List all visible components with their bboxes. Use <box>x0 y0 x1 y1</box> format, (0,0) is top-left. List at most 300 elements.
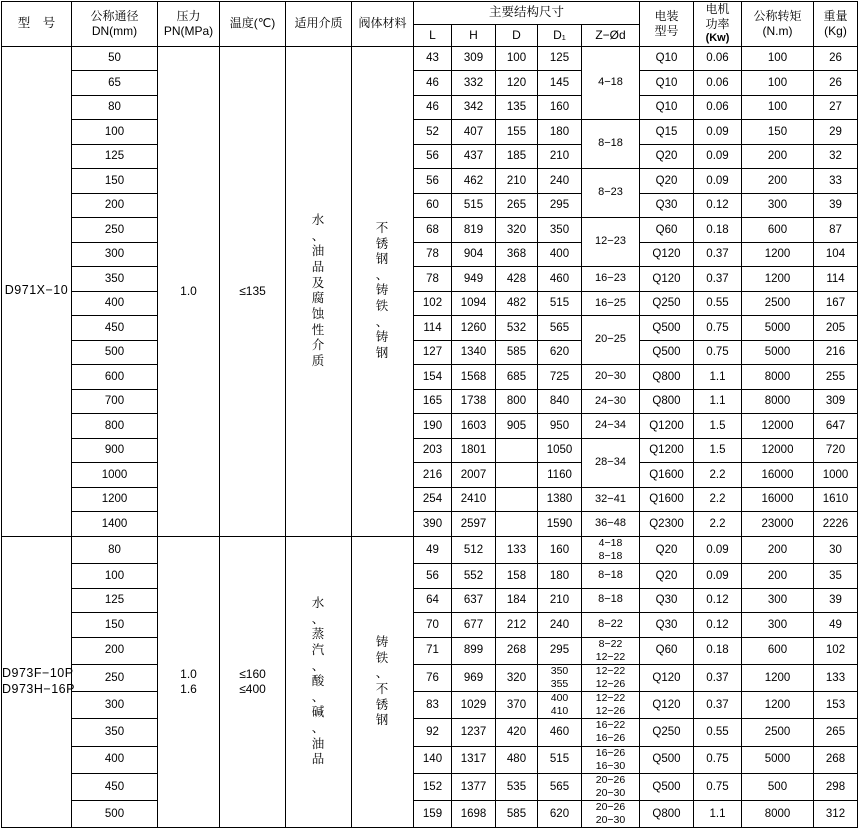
cell-dim-H: 515 <box>452 193 496 218</box>
cell-dim-H: 342 <box>452 95 496 120</box>
cell-nominal-torque: 8000 <box>742 389 814 414</box>
cell-nominal-diameter: 450 <box>72 773 158 800</box>
body-material-char: 铁 <box>375 650 390 665</box>
dim-Zd-line: 12−26 <box>595 705 626 718</box>
header-power-line1: 电机 <box>705 2 730 16</box>
medium-char: 水 <box>311 596 326 611</box>
cell-dim-Zd: 28−34 <box>582 438 640 487</box>
body-material-char: 锈 <box>375 697 390 712</box>
cell-nominal-torque: 1200 <box>742 242 814 267</box>
cell-nominal-diameter: 150 <box>72 613 158 638</box>
cell-weight: 309 <box>814 389 858 414</box>
table-row <box>2 588 858 613</box>
cell-motor-power: 0.18 <box>694 218 742 243</box>
model-line: D973H−16P <box>2 682 75 696</box>
cell-dim-Zd: 8−22 <box>582 613 640 638</box>
cell-dim-L: 92 <box>414 719 452 746</box>
cell-nominal-diameter: 400 <box>72 291 158 316</box>
cell-weight: 27 <box>814 95 858 120</box>
cell-actuator: Q10 <box>640 46 694 71</box>
model-line: D973F−10P <box>2 666 74 681</box>
medium-char: 性 <box>311 322 326 337</box>
cell-dim-D: 535 <box>496 773 538 800</box>
cell-dim-H: 969 <box>452 664 496 691</box>
cell-dim-D <box>496 463 538 488</box>
header-actuator-line1: 电装 <box>654 8 679 23</box>
cell-actuator: Q250 <box>640 291 694 316</box>
body-material-char: 铸 <box>375 635 390 650</box>
header-torque-line2: (N.m) <box>762 23 793 38</box>
cell-dim-Zd <box>582 719 640 746</box>
table-row <box>2 340 858 365</box>
cell-dim-D1: 295 <box>538 193 582 218</box>
cell-dim-Zd: 36−48 <box>582 512 640 537</box>
cell-motor-power: 1.1 <box>694 801 742 828</box>
header-model: 型 号 <box>2 2 72 47</box>
cell-dim-L: 78 <box>414 242 452 267</box>
cell-actuator: Q1200 <box>640 438 694 463</box>
cell-dim-L: 165 <box>414 389 452 414</box>
dim-D1-line: 350 <box>550 664 569 677</box>
medium-char: 、 <box>311 689 326 704</box>
cell-dim-L: 71 <box>414 637 452 664</box>
pressure-line: 1.6 <box>180 682 197 696</box>
dim-Zd-line: 16−30 <box>595 759 626 772</box>
body-material-char: 钢 <box>375 345 390 360</box>
table-row <box>2 637 858 664</box>
cell-dim-H: 1698 <box>452 801 496 828</box>
cell-dim-D: 320 <box>496 218 538 243</box>
body-material-char: 不 <box>375 220 390 235</box>
cell-nominal-torque: 8000 <box>742 801 814 828</box>
cell-dim-H: 1029 <box>452 692 496 719</box>
cell-dim-L: 49 <box>414 536 452 563</box>
cell-weight: 720 <box>814 438 858 463</box>
cell-dim-D: 100 <box>496 46 538 71</box>
cell-dim-D: 480 <box>496 746 538 773</box>
cell-dim-D: 905 <box>496 414 538 439</box>
cell-dim-D1: 240 <box>538 169 582 194</box>
spec-sheet-page <box>0 1 858 827</box>
cell-dim-D1: 515 <box>538 291 582 316</box>
cell-nominal-torque: 2500 <box>742 719 814 746</box>
table-row <box>2 414 858 439</box>
medium-char: 蚀 <box>311 306 326 321</box>
dim-Zd-line: 16−22 <box>595 719 626 732</box>
cell-dim-D1: 725 <box>538 365 582 390</box>
cell-dim-D1: 210 <box>538 588 582 613</box>
table-row <box>2 692 858 719</box>
cell-dim-D: 185 <box>496 144 538 169</box>
cell-dim-D1: 1380 <box>538 487 582 512</box>
cell-nominal-diameter: 350 <box>72 719 158 746</box>
cell-dim-H: 512 <box>452 536 496 563</box>
cell-actuator: Q60 <box>640 637 694 664</box>
cell-nominal-torque: 500 <box>742 773 814 800</box>
pressure-line: 1.0 <box>180 283 197 298</box>
cell-dim-Zd <box>582 692 640 719</box>
cell-actuator: Q800 <box>640 389 694 414</box>
cell-nominal-torque: 1200 <box>742 692 814 719</box>
cell-dim-D1: 620 <box>538 340 582 365</box>
body-material-char: 不 <box>375 682 390 696</box>
temperature-line: ≤160 <box>239 667 266 681</box>
table-row <box>2 169 858 194</box>
cell-dim-D: 184 <box>496 588 538 613</box>
cell-dim-D1: 210 <box>538 144 582 169</box>
cell-nominal-torque: 600 <box>742 637 814 664</box>
table-row <box>2 613 858 638</box>
cell-dim-Zd <box>582 536 640 563</box>
header-medium: 适用介质 <box>286 2 352 47</box>
cell-dim-D: 120 <box>496 71 538 96</box>
cell-nominal-diameter: 800 <box>72 414 158 439</box>
cell-actuator: Q30 <box>640 588 694 613</box>
cell-body-material <box>352 536 414 828</box>
cell-nominal-diameter: 65 <box>72 71 158 96</box>
medium-char: 、 <box>311 228 326 243</box>
cell-nominal-torque: 2500 <box>742 291 814 316</box>
cell-dim-D1: 1590 <box>538 512 582 537</box>
cell-dim-D: 585 <box>496 801 538 828</box>
cell-dim-Zd: 8−18 <box>582 588 640 613</box>
cell-motor-power: 1.1 <box>694 365 742 390</box>
cell-dim-H: 899 <box>452 637 496 664</box>
model-line: D971X−10 <box>4 283 69 298</box>
cell-nominal-diameter: 100 <box>72 564 158 589</box>
medium-char: 水 <box>311 213 326 228</box>
cell-dim-H: 1603 <box>452 414 496 439</box>
cell-dim-D <box>496 512 538 537</box>
cell-weight: 2226 <box>814 512 858 537</box>
cell-dim-D: 268 <box>496 637 538 664</box>
cell-actuator: Q250 <box>640 719 694 746</box>
cell-dim-L: 390 <box>414 512 452 537</box>
cell-dim-Zd <box>582 773 640 800</box>
cell-dim-H: 1738 <box>452 389 496 414</box>
cell-weight: 216 <box>814 340 858 365</box>
table-row <box>2 120 858 145</box>
cell-nominal-diameter: 200 <box>72 193 158 218</box>
table-row <box>2 71 858 96</box>
cell-motor-power: 0.55 <box>694 291 742 316</box>
cell-nominal-diameter: 1000 <box>72 463 158 488</box>
cell-dim-H: 1568 <box>452 365 496 390</box>
cell-dim-D: 370 <box>496 692 538 719</box>
cell-dim-Zd: 12−23 <box>582 218 640 267</box>
cell-dim-H: 637 <box>452 588 496 613</box>
cell-dim-D: 135 <box>496 95 538 120</box>
table-row <box>2 487 858 512</box>
medium-char: 、 <box>311 721 326 736</box>
cell-nominal-torque: 150 <box>742 120 814 145</box>
cell-model <box>2 536 75 828</box>
dim-Zd-line: 20−30 <box>595 814 626 827</box>
dim-Zd-line: 12−26 <box>595 677 626 690</box>
cell-weight: 255 <box>814 365 858 390</box>
cell-motor-power: 0.12 <box>694 613 742 638</box>
cell-dim-D <box>496 487 538 512</box>
table-row <box>2 746 858 773</box>
cell-nominal-torque: 600 <box>742 218 814 243</box>
cell-dim-H: 1237 <box>452 719 496 746</box>
cell-temperature <box>220 46 286 536</box>
cell-dim-D1: 145 <box>538 71 582 96</box>
cell-nominal-diameter: 600 <box>72 365 158 390</box>
cell-actuator: Q120 <box>640 664 694 691</box>
cell-dim-Zd: 4−18 <box>582 46 640 120</box>
cell-dim-L: 52 <box>414 120 452 145</box>
cell-dim-Zd: 24−34 <box>582 414 640 439</box>
dim-Zd-line: 4−18 <box>598 536 623 549</box>
cell-weight: 33 <box>814 169 858 194</box>
cell-nominal-torque: 100 <box>742 95 814 120</box>
cell-dim-D: 133 <box>496 536 538 563</box>
header-dim-H: H <box>452 24 496 46</box>
cell-motor-power: 0.18 <box>694 637 742 664</box>
cell-actuator: Q20 <box>640 536 694 563</box>
table-row <box>2 512 858 537</box>
cell-nominal-torque: 12000 <box>742 438 814 463</box>
cell-motor-power: 2.2 <box>694 512 742 537</box>
table-row <box>2 389 858 414</box>
cell-dim-H: 309 <box>452 46 496 71</box>
cell-nominal-diameter: 700 <box>72 389 158 414</box>
cell-dim-Zd: 8−18 <box>582 120 640 169</box>
cell-motor-power: 0.09 <box>694 564 742 589</box>
cell-dim-D: 155 <box>496 120 538 145</box>
cell-dim-L: 46 <box>414 71 452 96</box>
cell-motor-power: 0.75 <box>694 316 742 341</box>
cell-nominal-diameter: 150 <box>72 169 158 194</box>
dim-D1-line: 410 <box>550 705 569 718</box>
cell-weight: 39 <box>814 193 858 218</box>
cell-dim-D: 482 <box>496 291 538 316</box>
cell-dim-Zd: 8−18 <box>582 564 640 589</box>
cell-actuator: Q120 <box>640 267 694 292</box>
cell-dim-D1: 180 <box>538 564 582 589</box>
table-row <box>2 291 858 316</box>
cell-dim-D1: 1160 <box>538 463 582 488</box>
cell-dim-Zd: 16−25 <box>582 291 640 316</box>
cell-nominal-torque: 12000 <box>742 414 814 439</box>
cell-dim-L: 154 <box>414 365 452 390</box>
cell-dim-H: 2007 <box>452 463 496 488</box>
cell-dim-H: 1317 <box>452 746 496 773</box>
cell-motor-power: 0.37 <box>694 242 742 267</box>
dim-Zd-line: 16−26 <box>595 732 626 745</box>
cell-dim-Zd: 8−23 <box>582 169 640 218</box>
cell-dim-D1: 460 <box>538 267 582 292</box>
table-row <box>2 316 858 341</box>
cell-pressure <box>158 46 220 536</box>
valve-spec-table <box>1 1 858 828</box>
cell-nominal-diameter: 900 <box>72 438 158 463</box>
body-material-char: 铁 <box>375 299 390 314</box>
cell-motor-power: 0.09 <box>694 536 742 563</box>
cell-actuator: Q120 <box>640 692 694 719</box>
medium-char: 、 <box>311 658 326 673</box>
table-row <box>2 536 858 563</box>
cell-dim-L: 159 <box>414 801 452 828</box>
cell-nominal-diameter: 1400 <box>72 512 158 537</box>
cell-nominal-diameter: 300 <box>72 242 158 267</box>
cell-weight: 1000 <box>814 463 858 488</box>
cell-motor-power: 0.37 <box>694 692 742 719</box>
header-dn-line2: DN(mm) <box>91 23 138 38</box>
cell-weight: 102 <box>814 637 858 664</box>
cell-dim-L: 68 <box>414 218 452 243</box>
cell-actuator: Q30 <box>640 193 694 218</box>
dim-Zd-line: 8−18 <box>598 549 623 562</box>
cell-weight: 35 <box>814 564 858 589</box>
cell-nominal-diameter: 450 <box>72 316 158 341</box>
cell-dim-H: 407 <box>452 120 496 145</box>
cell-dim-D: 212 <box>496 613 538 638</box>
cell-dim-H: 949 <box>452 267 496 292</box>
table-row <box>2 463 858 488</box>
cell-motor-power: 0.12 <box>694 193 742 218</box>
cell-actuator: Q500 <box>640 340 694 365</box>
cell-dim-Zd <box>582 801 640 828</box>
body-material-char: 钢 <box>375 713 390 728</box>
cell-motor-power: 0.75 <box>694 773 742 800</box>
header-weight-line1: 重量 <box>823 8 848 23</box>
cell-dim-D1 <box>538 692 582 719</box>
header-weight-line2: (Kg) <box>824 23 847 38</box>
body-material-char: 铸 <box>375 283 390 298</box>
cell-dim-D1: 460 <box>538 719 582 746</box>
cell-motor-power: 0.12 <box>694 588 742 613</box>
medium-char: 及 <box>311 275 326 290</box>
body-material-char: 钢 <box>375 252 390 267</box>
cell-actuator: Q1600 <box>640 463 694 488</box>
cell-medium <box>286 46 352 536</box>
cell-nominal-diameter: 500 <box>72 801 158 828</box>
cell-weight: 30 <box>814 536 858 563</box>
cell-weight: 312 <box>814 801 858 828</box>
dim-Zd-line: 20−30 <box>595 786 626 799</box>
cell-dim-L: 216 <box>414 463 452 488</box>
cell-dim-H: 1260 <box>452 316 496 341</box>
cell-dim-L: 140 <box>414 746 452 773</box>
cell-dim-D1: 1050 <box>538 438 582 463</box>
cell-dim-D1: 160 <box>538 536 582 563</box>
cell-dim-L: 190 <box>414 414 452 439</box>
cell-nominal-torque: 200 <box>742 169 814 194</box>
cell-nominal-torque: 5000 <box>742 746 814 773</box>
temperature-line: ≤135 <box>239 283 266 298</box>
cell-motor-power: 0.09 <box>694 144 742 169</box>
cell-nominal-torque: 5000 <box>742 340 814 365</box>
cell-dim-D1: 565 <box>538 316 582 341</box>
table-row <box>2 664 858 691</box>
cell-dim-L: 64 <box>414 588 452 613</box>
header-dn-line1: 公称通径 <box>90 8 139 23</box>
cell-weight: 647 <box>814 414 858 439</box>
table-row <box>2 95 858 120</box>
table-row <box>2 144 858 169</box>
cell-dim-D1 <box>538 664 582 691</box>
cell-actuator: Q500 <box>640 746 694 773</box>
medium-char: 汽 <box>311 642 326 657</box>
medium-char: 蒸 <box>311 627 326 642</box>
cell-motor-power: 1.1 <box>694 389 742 414</box>
cell-dim-D1: 350 <box>538 218 582 243</box>
cell-weight: 268 <box>814 746 858 773</box>
table-row <box>2 267 858 292</box>
header-actuator-line2: 型号 <box>654 23 679 38</box>
medium-char: 品 <box>311 752 326 767</box>
medium-char: 、 <box>311 611 326 626</box>
header-power-line3: (Kw) <box>705 32 730 44</box>
cell-nominal-torque: 300 <box>742 193 814 218</box>
cell-dim-L: 56 <box>414 564 452 589</box>
medium-char: 质 <box>311 353 326 368</box>
cell-dim-Zd: 20−30 <box>582 365 640 390</box>
medium-char: 介 <box>311 338 326 353</box>
header-nominal-diameter <box>72 2 158 47</box>
cell-nominal-torque: 1200 <box>742 664 814 691</box>
cell-dim-D: 320 <box>496 664 538 691</box>
cell-actuator: Q60 <box>640 218 694 243</box>
body-material-char: 锈 <box>375 236 390 251</box>
cell-nominal-torque: 200 <box>742 536 814 563</box>
body-material-char: 铸 <box>375 330 390 345</box>
cell-motor-power: 0.75 <box>694 340 742 365</box>
cell-weight: 87 <box>814 218 858 243</box>
cell-pressure <box>158 536 220 828</box>
cell-nominal-diameter: 125 <box>72 588 158 613</box>
cell-temperature <box>220 536 286 828</box>
cell-dim-D1: 125 <box>538 46 582 71</box>
cell-dim-D1: 840 <box>538 389 582 414</box>
cell-nominal-torque: 23000 <box>742 512 814 537</box>
cell-dim-L: 46 <box>414 95 452 120</box>
cell-actuator: Q2300 <box>640 512 694 537</box>
cell-dim-Zd: 16−23 <box>582 267 640 292</box>
cell-dim-D1: 620 <box>538 801 582 828</box>
cell-model <box>2 46 72 536</box>
cell-dim-L: 78 <box>414 267 452 292</box>
dim-Zd-line: 12−22 <box>595 692 626 704</box>
table-row <box>2 46 858 71</box>
cell-motor-power: 0.09 <box>694 169 742 194</box>
cell-nominal-diameter: 200 <box>72 637 158 664</box>
table-row <box>2 773 858 800</box>
table-body <box>2 46 858 828</box>
cell-dim-D1: 180 <box>538 120 582 145</box>
cell-motor-power: 0.09 <box>694 120 742 145</box>
temperature-line: ≤400 <box>239 682 266 696</box>
cell-dim-L: 43 <box>414 46 452 71</box>
cell-dim-Zd: 20−25 <box>582 316 640 365</box>
cell-dim-H: 1094 <box>452 291 496 316</box>
header-temperature: 温度(℃) <box>220 2 286 47</box>
cell-weight: 114 <box>814 267 858 292</box>
cell-dim-L: 114 <box>414 316 452 341</box>
medium-char: 碱 <box>311 705 326 720</box>
cell-weight: 1610 <box>814 487 858 512</box>
cell-actuator: Q1600 <box>640 487 694 512</box>
cell-weight: 32 <box>814 144 858 169</box>
cell-nominal-diameter: 300 <box>72 692 158 719</box>
cell-dim-H: 332 <box>452 71 496 96</box>
cell-actuator: Q15 <box>640 120 694 145</box>
header-dim-L: L <box>414 24 452 46</box>
dim-Zd-line: 8−22 <box>598 637 623 650</box>
cell-motor-power: 0.55 <box>694 719 742 746</box>
